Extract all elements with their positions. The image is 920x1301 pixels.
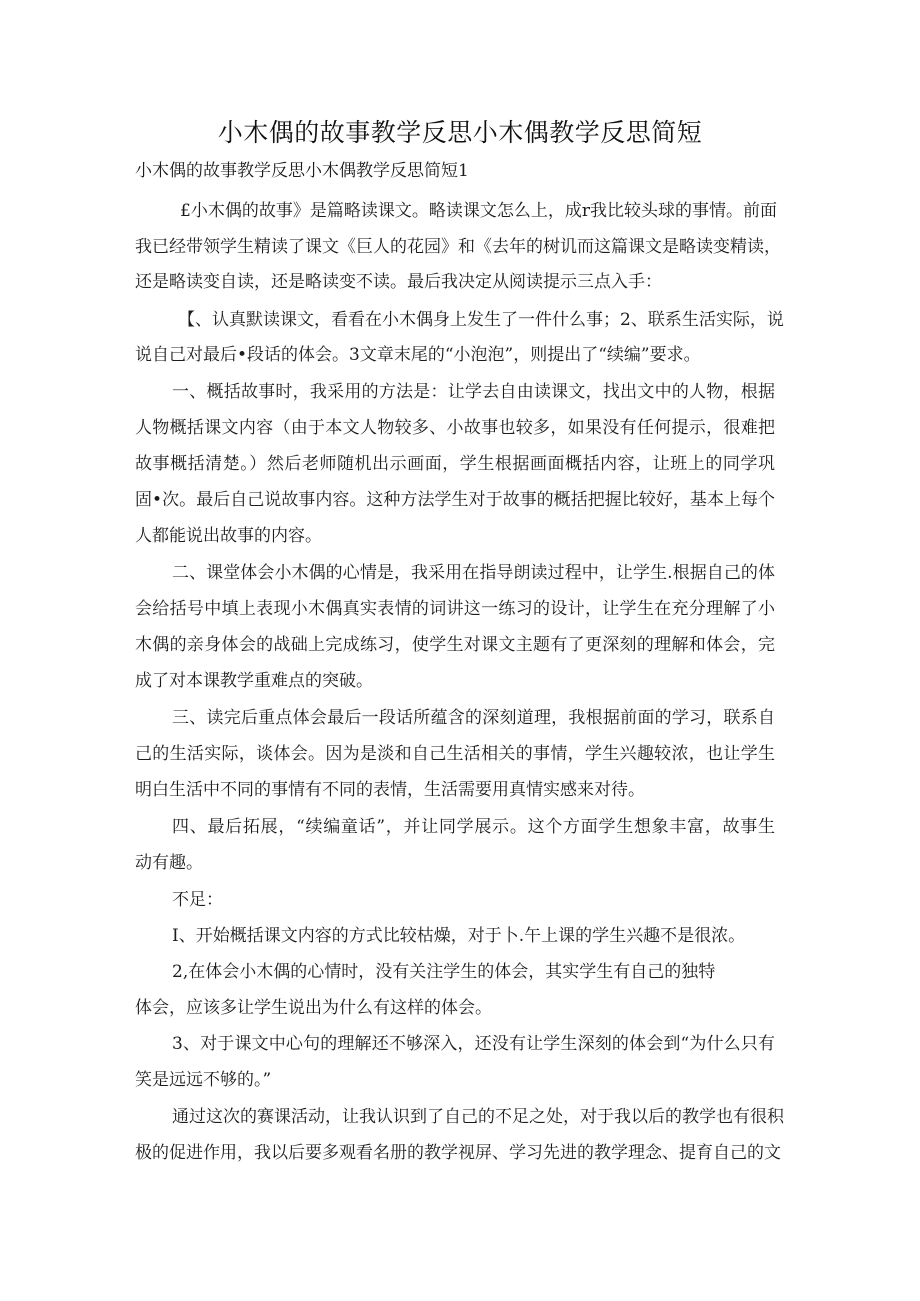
paragraph-line: 人物概括课文内容（由于本文人物较多、小故事也较多，如果没有任何提示，很难把 bbox=[135, 418, 775, 438]
paragraph-line: 二、课堂体会小木偶的心情是，我采用在指导朗读过程中，让学生.根据自己的体 bbox=[172, 563, 775, 583]
paragraph-line: 体会，应该多让学生说出为什么有这样的体会。 bbox=[135, 998, 492, 1018]
paragraph-line: 3、对于课文中心句的理解还不够深入，还没有让学生深刻的体会到“为什么只有 bbox=[172, 1034, 775, 1054]
paragraph-line: 不足： bbox=[172, 890, 223, 910]
paragraph-line: 笑是远远不够的。” bbox=[135, 1070, 272, 1090]
paragraph-line: 说自己对最后•段话的体会。3文章末尾的“小泡泡”，则提出了“续编”要求。 bbox=[135, 345, 701, 365]
paragraph-line: 通过这次的赛课活动，让我认识到了自己的不足之处，对于我以后的教学也有很积 bbox=[172, 1107, 784, 1127]
paragraph-line: 人都能说出故事的内容。 bbox=[135, 526, 322, 546]
paragraph-line: 动有趣。 bbox=[135, 853, 203, 873]
paragraph-line: 木偶的亲身体会的战础上完成练习，使学生对课文主题有了更深刻的理解和体会，完 bbox=[135, 635, 775, 655]
paragraph-line: 我已经带领学生精读了课文《巨人的花园》和《去年的树讥而这篇课文是略读变精读， bbox=[135, 237, 781, 257]
paragraph-line: 一、概括故事时，我采用的方法是：让学去自由读课文，找出文中的人物，根据 bbox=[172, 382, 775, 402]
paragraph-line: 故事概括清楚。）然后老师随机出示画面，学生根据画面概括内容，让班上的同学巩 bbox=[135, 454, 775, 474]
paragraph-line: 成了对本课教学重难点的突破。 bbox=[135, 671, 373, 691]
document-subtitle: 小木偶的故事教学反思小木偶教学反思简短1 bbox=[135, 161, 469, 181]
paragraph-line: 会给括号中填上表现小木偶真实表情的词讲这一练习的设计，让学生在充分理解了小 bbox=[135, 599, 775, 619]
paragraph-line: 固•次。最后自己说故事内容。这种方法学生对于故事的概括把握比较好，基本上每个 bbox=[135, 490, 775, 510]
paragraph-line: 三、读完后重点体会最后一段话所蕴含的深刻道理，我根据前面的学习，联系自 bbox=[172, 708, 775, 728]
paragraph-line: 极的促进作用，我以后要多观看名册的教学视屏、学习先进的教学理念、提育自己的文 bbox=[135, 1143, 781, 1163]
paragraph-line: 还是略读变自读，还是略读变不读。最后我决定从阅读提示三点入手： bbox=[135, 272, 662, 292]
paragraph-line: 明白生活中不同的事情有不同的表情，生活需要用真情实感来对待。 bbox=[135, 780, 645, 800]
paragraph-line: 四、最后拓展，“续编童话”，并让同学展示。这个方面学生想象丰富，故事生 bbox=[172, 817, 775, 837]
paragraph-line: 【、认真默读课文，看看在小木偶身上发生了一件什么事；2、联系生活实际，说 bbox=[178, 310, 784, 330]
paragraph-line: 2,在体会小木偶的心情时，没有关注学生的体会，其实学生有自己的独特 bbox=[172, 962, 716, 982]
paragraph-line: £小木偶的故事》是篇略读课文。略读课文怎么上，成r我比较头球的事情。前面 bbox=[180, 201, 777, 221]
document-title: 小木偶的故事教学反思小木偶教学反思简短 bbox=[217, 118, 703, 147]
paragraph-line: 己的生活实际，谈体会。因为是淡和自己生活相关的事情，学生兴趣较浓，也让学生 bbox=[135, 744, 775, 764]
paragraph-line: I、开始概括课文内容的方式比较枯燥，对于卜.午上课的学生兴趣不是很浓。 bbox=[172, 926, 746, 946]
